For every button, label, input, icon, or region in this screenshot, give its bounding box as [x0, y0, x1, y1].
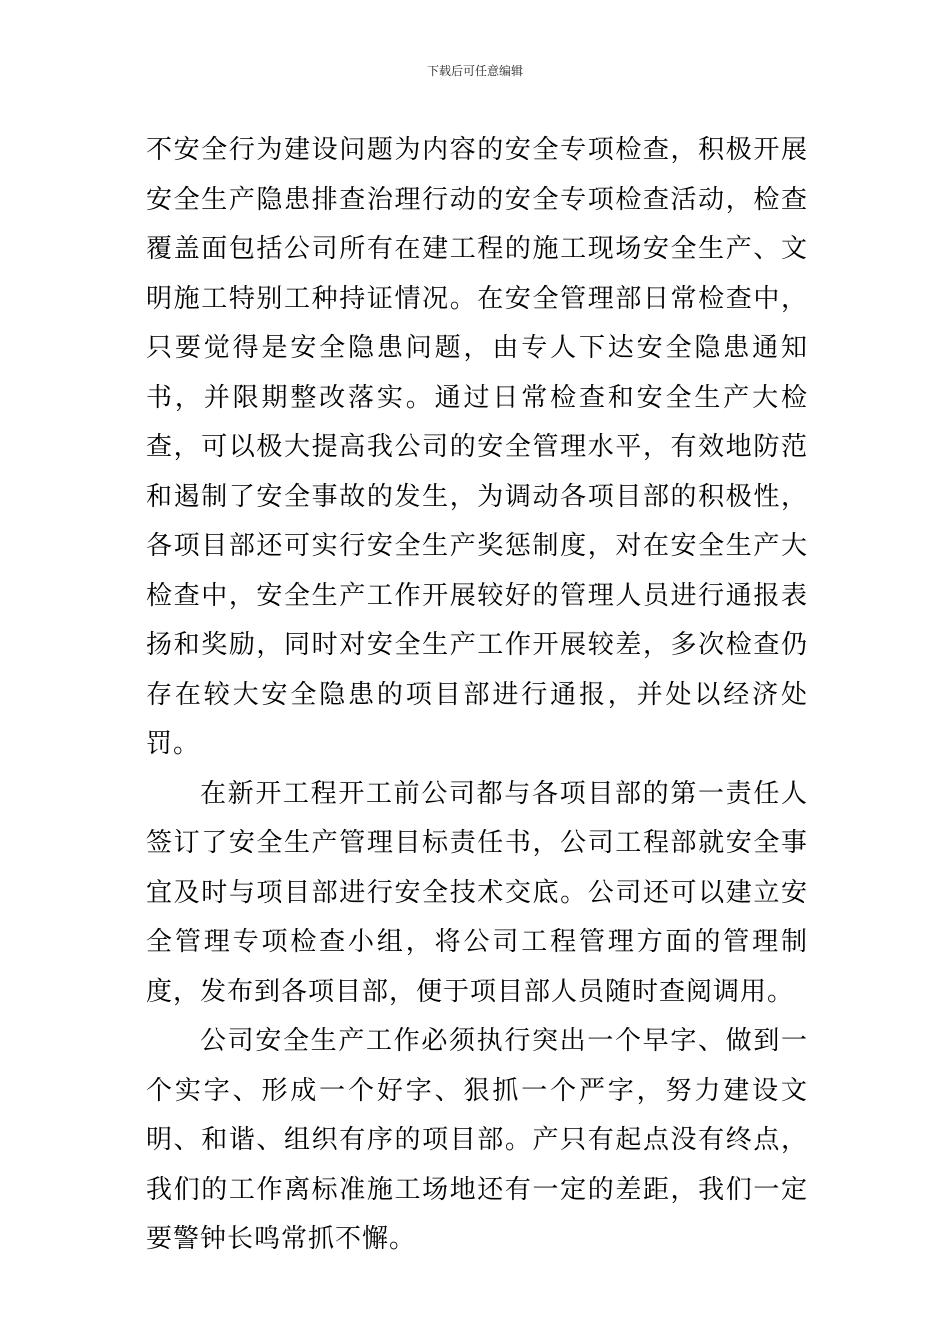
- paragraph-2: 在新开工程开工前公司都与各项目部的第一责任人签订了安全生产管理目标责任书，公司工程部就安全事宜及时与项目部进行安全技术交底。公司还可以建立安全管理专项检查小组，将公司工程管理方面的管理制度，发布到各项目部，便于项目部人员随时查阅调用。: [146, 778, 808, 1007]
- paragraph-1: 不安全行为建设问题为内容的安全专项检查，积极开展安全生产隐患排查治理行动的安全专项检查活动，检查覆盖面包括公司所有在建工程的施工现场安全生产、文明施工特别工种持证情况。在安全管理部日常检查中，只要觉得是安全隐患问题，由专人下达安全隐患通知书，并限期整改落实。通过日常检查和安全生产大检查，可以极大提高我公司的安全管理水平，有效地防范和遏制了安全事故的发生，为调动各项目部的积极性，各项目部还可实行安全生产奖惩制度，对在安全生产大检查中，安全生产工作开展较好的管理人员进行通报表扬和奖励，同时对安全生产工作开展较差，多次检查仍存在较大安全隐患的项目部进行通报，并处以经济处罚。: [146, 135, 808, 759]
- document-body: [146, 126, 808, 1265]
- paragraph-3: 公司安全生产工作必须执行突出一个早字、做到一个实字、形成一个好字、狠抓一个严字，努力建设文明、和谐、组织有序的项目部。产只有起点没有终点，我们的工作离标准施工场地还有一定的差距，我们一定要警钟长鸣常抓不懈。: [146, 1026, 808, 1254]
- page-header: 下载后可任意编辑: [426, 64, 523, 78]
